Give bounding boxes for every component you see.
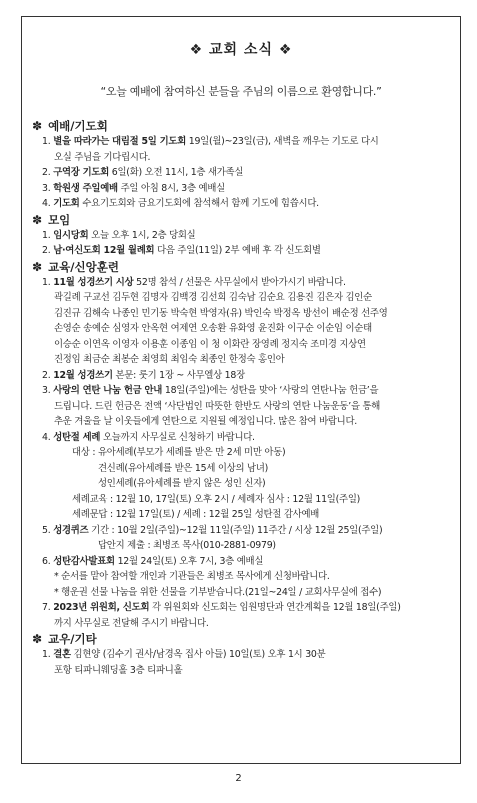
item-text: 본문: 룻기 1장 ~ 사무엘상 18장 (112, 369, 245, 381)
item-text: 다음 주일(11일) 2부 예배 후 각 신도회별 (154, 245, 321, 256)
item-number: 1. (42, 649, 51, 660)
item-text: 김현양 (김수기 권사/남경옥 집사 아들) 10일(토) 오후 1시 30분 (70, 649, 326, 660)
item-continuation: 견신례(유아세례를 받은 15세 이상의 남녀) (98, 462, 269, 474)
item-continuation: 진정임 최금순 최봉순 최영희 최임숙 최종인 한정숙 홍인아 (54, 354, 285, 365)
section-heading (32, 259, 450, 275)
section-title: 예배/기도회 (48, 119, 108, 133)
item-heading: 학원생 주일예배 (53, 182, 118, 194)
asterisk-icon: ✽ (32, 212, 43, 227)
item-continuation: 답안지 제출 : 최병조 목사(010-2881-0979) (98, 540, 276, 551)
news-item (32, 196, 450, 212)
item-heading: 임시당회 (53, 229, 89, 241)
item-number: 3. (42, 385, 51, 396)
section-heading (32, 118, 450, 134)
item-text: 12월 24일(토) 오후 7시, 3층 예배실 (114, 555, 264, 567)
item-number: 2. (42, 369, 51, 381)
item-number: 6. (42, 555, 51, 567)
item-number: 2. (42, 245, 51, 256)
section-title: 모임 (48, 212, 71, 227)
news-item (32, 134, 450, 150)
news-item (32, 383, 450, 399)
news-item (32, 554, 450, 570)
item-text: 주일 아침 8시, 3층 예배실 (117, 182, 225, 194)
item-heading: 사랑의 연탄 나눔 헌금 안내 (53, 385, 163, 396)
item-continuation: 세례교육 : 12월 10, 17일(토) 오후 2시 / 세례자 심사 : 12월 11일(주일) (72, 493, 361, 505)
item-heading: 별을 따라가는 대림절 5일 기도회 (53, 136, 186, 147)
page-title: ❖ 교회 소식 ❖ (189, 42, 293, 58)
item-continuation: 곽길례 구교선 김두현 김명자 김백경 김선희 김숙남 김순요 김용진 김은자 김인순 (54, 292, 372, 303)
news-item (32, 647, 450, 663)
item-number: 4. (42, 431, 51, 443)
section-heading (32, 631, 450, 647)
item-text: 6일(화) 오전 11시, 1층 새가족실 (109, 167, 244, 178)
item-text: 오늘까지 사무실로 신청하기 바랍니다. (100, 431, 255, 443)
news-content (32, 118, 450, 678)
item-heading: 결혼 (53, 649, 71, 660)
item-heading: 성경퀴즈 (53, 524, 89, 536)
item-text: 각 위원회와 신도회는 임원명단과 연간계획을 12월 18일(주일) (149, 602, 401, 613)
news-item (32, 600, 450, 616)
asterisk-icon: ✽ (32, 632, 43, 646)
section-heading (32, 212, 450, 228)
item-continuation: * 순서를 맡아 참여할 개인과 기관들은 최병조 목사에게 신청바랍니다. (54, 571, 330, 582)
item-continuation: * 행운권 선물 나눔을 위한 선물을 기부받습니다.(21일~24일 / 교회사무실에 접수) (54, 586, 382, 598)
item-heading: 성탄감사발표회 (53, 555, 115, 567)
item-heading: 12월 성경쓰기 (53, 369, 113, 381)
item-text: 19일(월)~23일(금), 새벽을 깨우는 기도로 다시 (186, 136, 379, 147)
item-heading: 남·여신도회 12월 월례회 (53, 245, 155, 256)
item-heading: 구역장 기도회 (53, 167, 110, 178)
item-continuation: 대상 : 유아세례(부모가 세례를 받은 만 2세 미만 아동) (72, 447, 286, 458)
item-continuation: 김진규 김해숙 나종인 민기동 박숙현 박영자(유) 박인숙 박정옥 방선이 배순정 선주영 (54, 307, 388, 319)
asterisk-icon: ✽ (32, 119, 43, 133)
news-item (32, 275, 450, 291)
item-continuation: 이승순 이연옥 이영자 이용훈 이종임 이 청 이화란 장영례 정지숙 조미경 지상연 (54, 338, 366, 350)
news-item (32, 523, 450, 539)
news-item (32, 368, 450, 384)
page-number: 2 (235, 773, 242, 784)
item-number: 7. (42, 602, 51, 613)
item-continuation: 드립니다. 드린 헌금은 전액 ‘사단법인 따뜻한 한반도 사랑의 연탄 나눔운동’을 통해 (54, 400, 381, 412)
item-continuation: 추운 겨울을 날 이웃들에게 연탄으로 지원될 예정입니다. 많은 참여 바랍니다. (54, 416, 358, 427)
item-heading: 11월 성경쓰기 시상 (53, 276, 134, 288)
item-continuation: 성인세례(유아세례를 받지 않은 성인 신자) (98, 478, 266, 489)
item-text: 기간 : 10월 2일(주일)~12월 11일(주일) 11주간 / 시상 12월 25일(주일) (88, 524, 383, 536)
item-heading: 성탄절 세례 (53, 431, 101, 443)
news-item (32, 430, 450, 446)
item-text: 18일(주일)에는 성탄을 맞아 ‘사랑의 연탄나눔 헌금’을 (162, 385, 379, 396)
item-continuation: 까지 사무실로 전달해 주시기 바랍니다. (54, 617, 209, 629)
item-number: 5. (42, 524, 51, 536)
news-item (32, 228, 450, 244)
item-text: 52명 참석 / 선물은 사무실에서 받아가시기 바랍니다. (133, 276, 346, 288)
item-heading: 2023년 위원회, 신도회 (53, 602, 150, 613)
item-number: 1. (42, 229, 51, 241)
item-text: 오늘 오후 1시, 2층 당회실 (88, 229, 196, 241)
section-title: 교우/기타 (48, 632, 97, 646)
news-item (32, 243, 450, 259)
item-number: 3. (42, 182, 51, 194)
item-text: 수요기도회와 금요기도회에 참석해서 함께 기도에 힘씁시다. (79, 198, 319, 209)
item-number: 1. (42, 136, 51, 147)
news-item (32, 181, 450, 197)
item-heading: 기도회 (53, 198, 80, 209)
news-item (32, 165, 450, 181)
item-continuation: 오실 주님을 기다립시다. (54, 151, 151, 163)
item-number: 4. (42, 198, 51, 209)
item-continuation: 손영순 송예순 심영자 안옥현 여제연 오송환 유화영 윤진화 이구순 이순임 이순태 (54, 323, 372, 334)
item-number: 2. (42, 167, 51, 178)
bulletin-page (21, 16, 461, 764)
section-title: 교육/신앙훈련 (48, 259, 119, 274)
welcome-message: “오늘 예배에 참여하신 분들을 주님의 이름으로 환영합니다.” (100, 85, 382, 98)
item-number: 1. (42, 276, 51, 288)
item-continuation: 세례문답 : 12월 17일(토) / 세례 : 12월 25일 성탄절 감사예배 (72, 509, 320, 520)
item-continuation: 포항 티파니웨딩홀 3층 티파니홀 (54, 664, 183, 676)
asterisk-icon: ✽ (32, 259, 43, 274)
